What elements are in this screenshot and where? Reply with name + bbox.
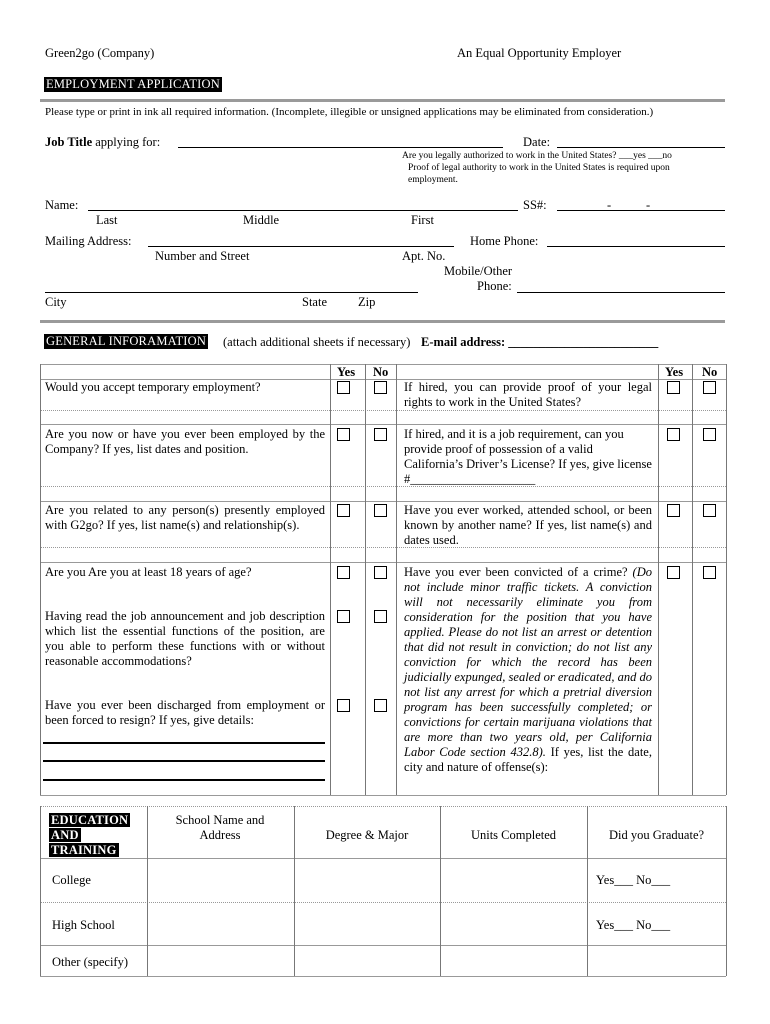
other-names-no-checkbox[interactable] — [703, 504, 716, 517]
yes-header: Yes — [665, 365, 684, 379]
education-section-label: EDUCATION AND TRAINING — [51, 813, 129, 857]
question-other-names: Have you ever worked, attended school, or been known by another name? If yes, list name(s) and dates used. — [404, 503, 652, 547]
no-header: No — [373, 365, 389, 379]
question-essential-functions: Having read the job announcement and job description which list the essential functions of the position, are you able to perform these functions with or without reasonable accommodations? — [45, 609, 325, 668]
essential-functions-yes-checkbox[interactable] — [337, 610, 350, 623]
prior-employment-yes-checkbox[interactable] — [337, 428, 350, 441]
date-label: Date: — [523, 135, 551, 149]
divider — [40, 320, 725, 323]
conviction-yes-checkbox[interactable] — [667, 566, 680, 579]
divider — [40, 99, 725, 102]
question-proof-of-rights: If hired, you can provide proof of your legal rights to work in the United States? — [404, 380, 652, 409]
ss-label: SS#: — [523, 198, 547, 212]
related-no-checkbox[interactable] — [374, 504, 387, 517]
mailing-address-field[interactable] — [148, 246, 454, 247]
temporary-yes-checkbox[interactable] — [337, 381, 350, 394]
proof-rights-yes-checkbox[interactable] — [667, 381, 680, 394]
conviction-no-checkbox[interactable] — [703, 566, 716, 579]
email-label: E-mail address: ________________________ — [421, 335, 659, 349]
job-title-field[interactable] — [178, 147, 503, 148]
number-street-caption: Number and Street — [155, 249, 250, 263]
work-authorization-note-2: employment. — [408, 175, 458, 185]
discharge-details-line[interactable] — [43, 779, 325, 781]
date-field[interactable] — [557, 147, 725, 148]
home-phone-field[interactable] — [547, 246, 725, 247]
last-name-caption: Last — [96, 213, 118, 227]
state-caption: State — [302, 295, 327, 309]
units-header: Units Completed — [470, 828, 557, 842]
drivers-license-yes-checkbox[interactable] — [667, 428, 680, 441]
instructions: Please type or print in ink all required information. (Incomplete, illegible or unsigned applications may be eliminated from consideration.) — [45, 106, 654, 118]
row-label-college: College — [52, 873, 91, 887]
graduated-header: Did you Graduate? — [608, 828, 705, 842]
mobile-phone-label: Phone: — [477, 279, 512, 293]
name-label: Name: — [45, 198, 79, 212]
company-name: Green2go (Company) — [45, 46, 155, 60]
drivers-license-no-checkbox[interactable] — [703, 428, 716, 441]
first-name-caption: First — [411, 213, 434, 227]
eoe-statement: An Equal Opportunity Employer — [457, 46, 622, 60]
home-phone-label: Home Phone: — [470, 234, 539, 248]
mailing-address-label: Mailing Address: — [45, 234, 132, 248]
prior-employment-no-checkbox[interactable] — [374, 428, 387, 441]
high-school-graduated-field[interactable]: Yes___ No___ — [596, 918, 671, 932]
age-yes-checkbox[interactable] — [337, 566, 350, 579]
work-authorization-question: Are you legally authorized to work in the United States? ___yes ___no — [402, 151, 672, 161]
row-label-high-school: High School — [52, 918, 115, 932]
ss-separator: - — [607, 198, 612, 212]
discharged-no-checkbox[interactable] — [374, 699, 387, 712]
work-authorization-note: Proof of legal authority to work in the United States is required upon — [408, 163, 670, 173]
question-related-persons: Are you related to any person(s) presently employed with G2go? If yes, list name(s) and relationship(s). — [45, 503, 325, 532]
question-conviction: Have you ever been convicted of a crime? (Do not include minor traffic tickets. A conviction will not necessarily eliminate you from consideration for the position that you have applied. Please do not list an arrest or detention that did not result in conviction; do not list any conviction for which the record has been judicially expunged, sealed or eradicated, and do not list any arrest for which a pretrial diversion program has been successfully completed; or convictions for certain marijuana violations that are more than two years old, per California Labor Code section 432.8). If yes, list the date, city and nature of offense(s): — [404, 565, 652, 774]
zip-caption: Zip — [358, 295, 376, 309]
other-names-yes-checkbox[interactable] — [667, 504, 680, 517]
ss-field[interactable] — [557, 210, 725, 211]
related-yes-checkbox[interactable] — [337, 504, 350, 517]
discharge-details-line[interactable] — [43, 742, 325, 744]
name-field[interactable] — [88, 210, 518, 211]
proof-rights-no-checkbox[interactable] — [703, 381, 716, 394]
college-graduated-field[interactable]: Yes___ No___ — [596, 873, 671, 887]
school-name-header: School Name and Address — [175, 813, 265, 842]
question-discharged: Have you ever been discharged from employment or been forced to resign? If yes, give details: — [45, 698, 325, 727]
middle-name-caption: Middle — [243, 213, 280, 227]
temporary-no-checkbox[interactable] — [374, 381, 387, 394]
apt-caption: Apt. No. — [402, 249, 446, 263]
mobile-label: Mobile/Other — [444, 264, 513, 278]
city-state-zip-field[interactable] — [45, 292, 418, 293]
job-title-label: Job Title applying for: — [45, 135, 161, 149]
city-caption: City — [45, 295, 67, 309]
mobile-phone-field[interactable] — [517, 292, 725, 293]
essential-functions-no-checkbox[interactable] — [374, 610, 387, 623]
question-age: Are you Are you at least 18 years of age? — [45, 565, 252, 579]
yes-header: Yes — [337, 365, 356, 379]
discharge-details-line[interactable] — [43, 760, 325, 762]
degree-header: Degree & Major — [325, 828, 409, 842]
attach-note: (attach additional sheets if necessary) — [223, 335, 411, 349]
form-title: EMPLOYMENT APPLICATION — [46, 77, 220, 91]
ss-separator: - — [646, 198, 651, 212]
no-header: No — [702, 365, 718, 379]
age-no-checkbox[interactable] — [374, 566, 387, 579]
row-label-other: Other (specify) — [52, 955, 129, 969]
question-temporary-employment: Would you accept temporary employment? — [45, 380, 261, 394]
general-info-title: GENERAL INFORAMATION — [46, 334, 207, 348]
question-drivers-license: If hired, and it is a job requirement, can you provide proof of possession of a valid California’s Driver’s License? If yes, give license #____________________ — [404, 427, 652, 486]
discharged-yes-checkbox[interactable] — [337, 699, 350, 712]
question-prior-employment: Are you now or have you ever been employed by the Company? If yes, list dates and position. — [45, 427, 325, 456]
